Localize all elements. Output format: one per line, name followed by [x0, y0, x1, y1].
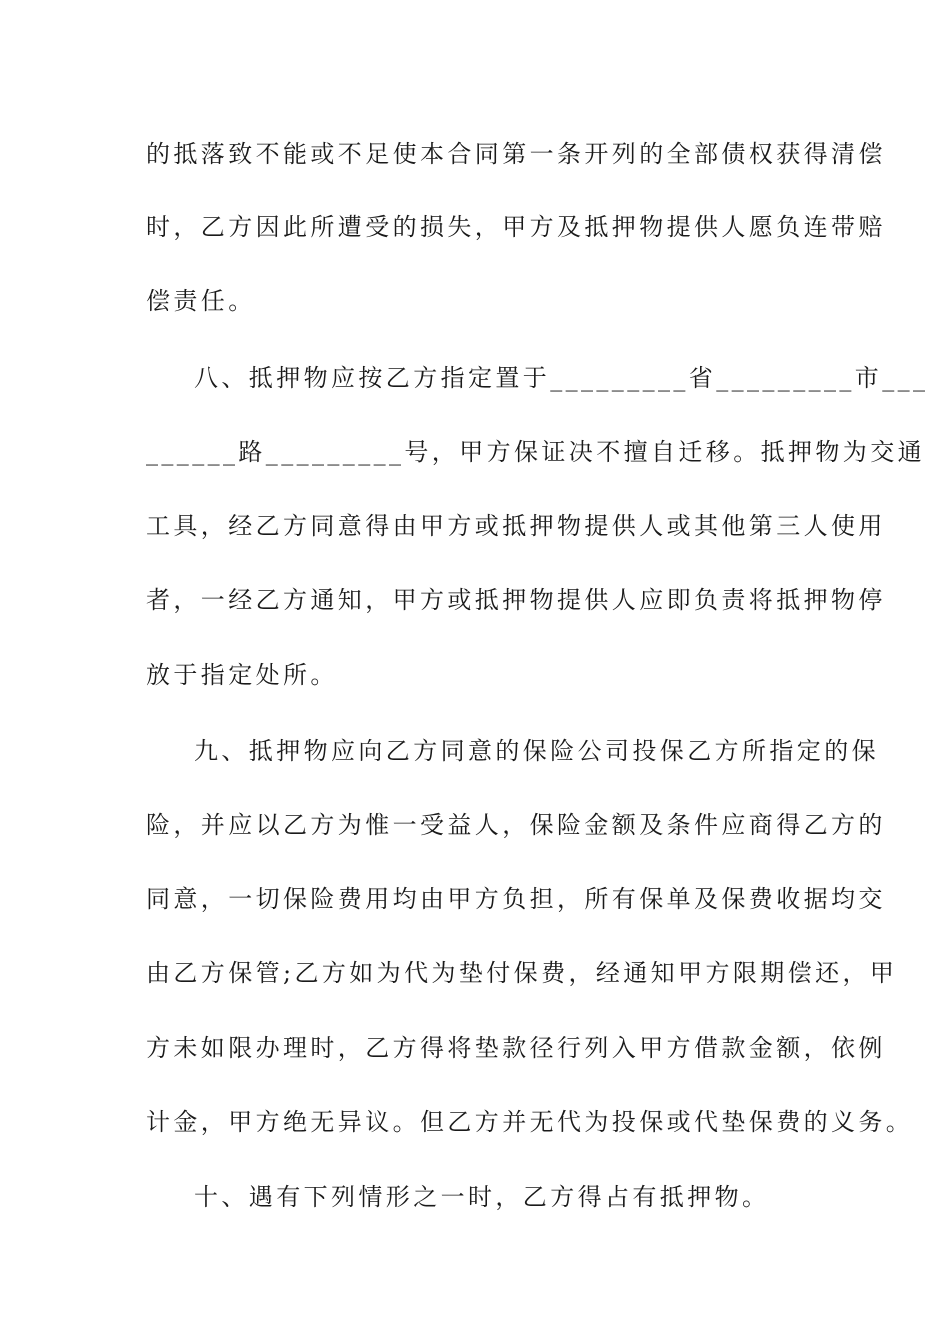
paragraph-9-start: 九、抵押物应向乙方同意的保险公司投保乙方所指定的保	[194, 737, 879, 765]
text-line: 同意，一切保险费用均由甲方负担，所有保单及保费收据均交	[146, 885, 886, 913]
text-line: 的抵落致不能或不足使本合同第一条开列的全部债权获得清偿	[146, 140, 886, 168]
text-line: 工具，经乙方同意得由甲方或抵押物提供人或其他第三人使用	[146, 512, 886, 540]
paragraph-8-start: 八、抵押物应按乙方指定置于_________省_________市___	[194, 364, 929, 392]
text-line: 险，并应以乙方为惟一受益人，保险金额及条件应商得乙方的	[146, 811, 886, 839]
text-line: 由乙方保管;乙方如为代为垫付保费，经通知甲方限期偿还，甲	[146, 959, 898, 987]
text-line: 方未如限办理时，乙方得将垫款径行列入甲方借款金额，依例	[146, 1034, 886, 1062]
text-line: 偿责任。	[146, 287, 256, 315]
paragraph-10-start: 十、遇有下列情形之一时，乙方得占有抵押物。	[194, 1183, 770, 1211]
text-line: 时，乙方因此所遭受的损失，甲方及抵押物提供人愿负连带赔	[146, 213, 886, 241]
text-line: ______路_________号，甲方保证决不擅自迁移。抵押物为交通	[146, 438, 925, 466]
text-line: 计金，甲方绝无异议。但乙方并无代为投保或代垫保费的义务。	[146, 1108, 914, 1136]
text-line: 者，一经乙方通知，甲方或抵押物提供人应即负责将抵押物停	[146, 586, 886, 614]
text-line: 放于指定处所。	[146, 661, 338, 689]
